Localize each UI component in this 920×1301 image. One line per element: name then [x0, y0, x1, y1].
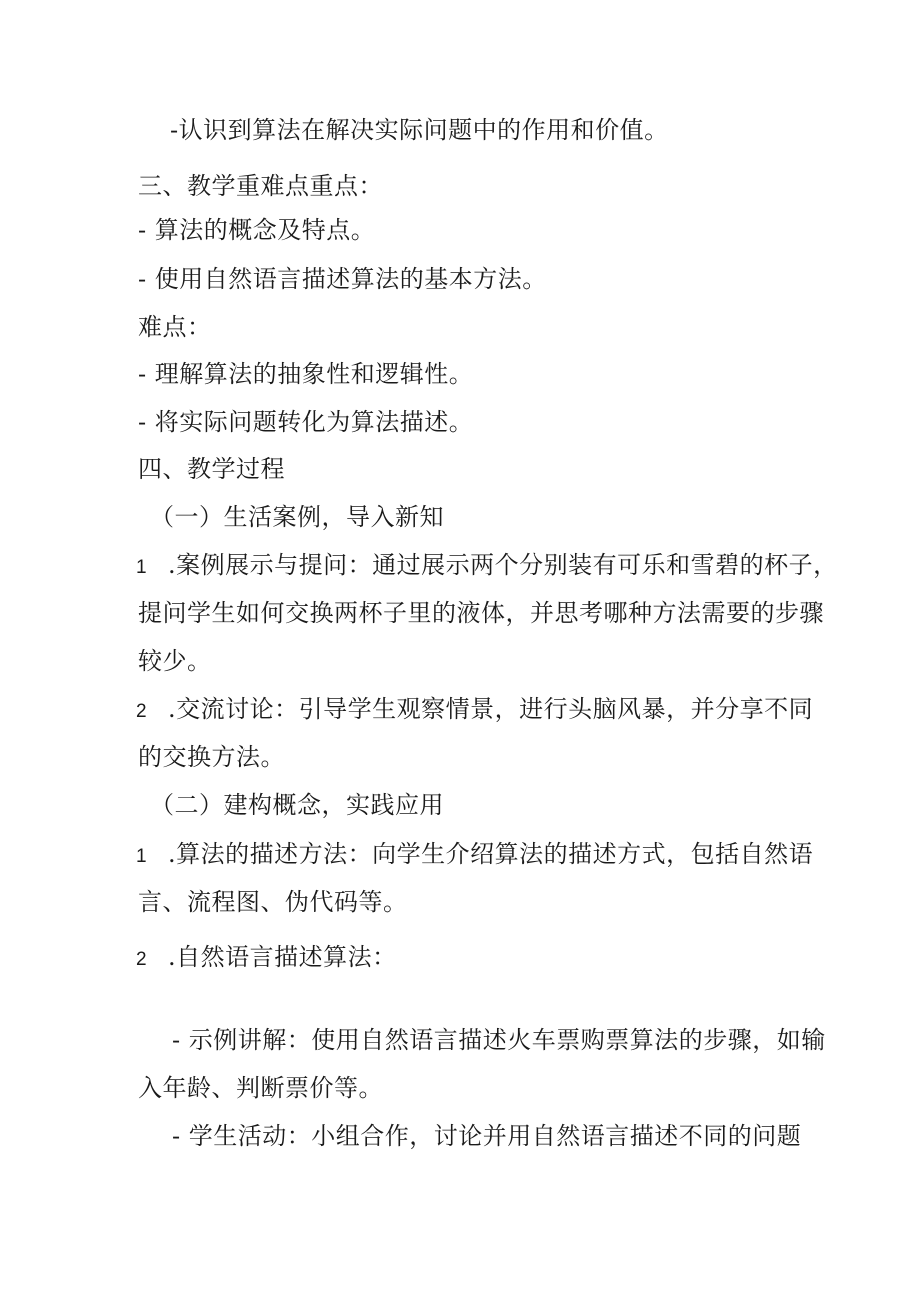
list-item-text: .案例展示与提问：通过展示两个分别装有可乐和雪碧的杯子， [168, 551, 838, 579]
text-line-student-activity: - 学生活动：小组合作，讨论并用自然语言描述不同的问题 [172, 1122, 802, 1150]
list-item-description-methods [136, 838, 813, 873]
section-heading-key-points: 三、教学重难点重点： [138, 172, 383, 200]
list-item-case-display [136, 549, 838, 584]
text-line-continuation: 较少。 [138, 647, 212, 675]
list-item-discussion [136, 693, 813, 728]
text-line-continuation: 的交换方法。 [138, 743, 285, 771]
text-line-key-point-2: - 使用自然语言描述算法的基本方法。 [138, 265, 547, 293]
section-heading-process: 四、教学过程 [138, 455, 285, 483]
subsection-heading-2: （二）建构概念，实践应用 [150, 791, 444, 819]
text-line-difficulty-1: - 理解算法的抽象性和逻辑性。 [138, 360, 474, 388]
list-item-text: .自然语言描述算法： [168, 943, 397, 971]
text-line-continuation: 提问学生如何交换两杯子里的液体，并思考哪种方法需要的步骤 [138, 599, 824, 627]
list-number: 2 [136, 701, 148, 722]
list-number: 1 [136, 557, 148, 578]
list-item-natural-language [136, 941, 397, 976]
list-item-text: .算法的描述方法：向学生介绍算法的描述方式，包括自然语 [168, 840, 814, 868]
text-line-continuation: 入年龄、判断票价等。 [138, 1074, 383, 1102]
text-line-continuation: 言、流程图、伪代码等。 [138, 888, 408, 916]
subheading-difficulties: 难点： [138, 313, 212, 341]
text-line-difficulty-2: - 将实际问题转化为算法描述。 [138, 408, 474, 436]
list-number: 2 [136, 949, 148, 970]
list-item-text: .交流讨论：引导学生观察情景，进行头脑风暴，并分享不同 [168, 695, 814, 723]
subsection-heading-1: （一）生活案例，导入新知 [150, 503, 444, 531]
text-line-example: - 示例讲解：使用自然语言描述火车票购票算法的步骤，如输 [172, 1026, 826, 1054]
text-line-objective: -认识到算法在解决实际问题中的作用和价值。 [170, 116, 669, 144]
list-number: 1 [136, 846, 148, 867]
text-line-key-point-1: - 算法的概念及特点。 [138, 216, 376, 244]
